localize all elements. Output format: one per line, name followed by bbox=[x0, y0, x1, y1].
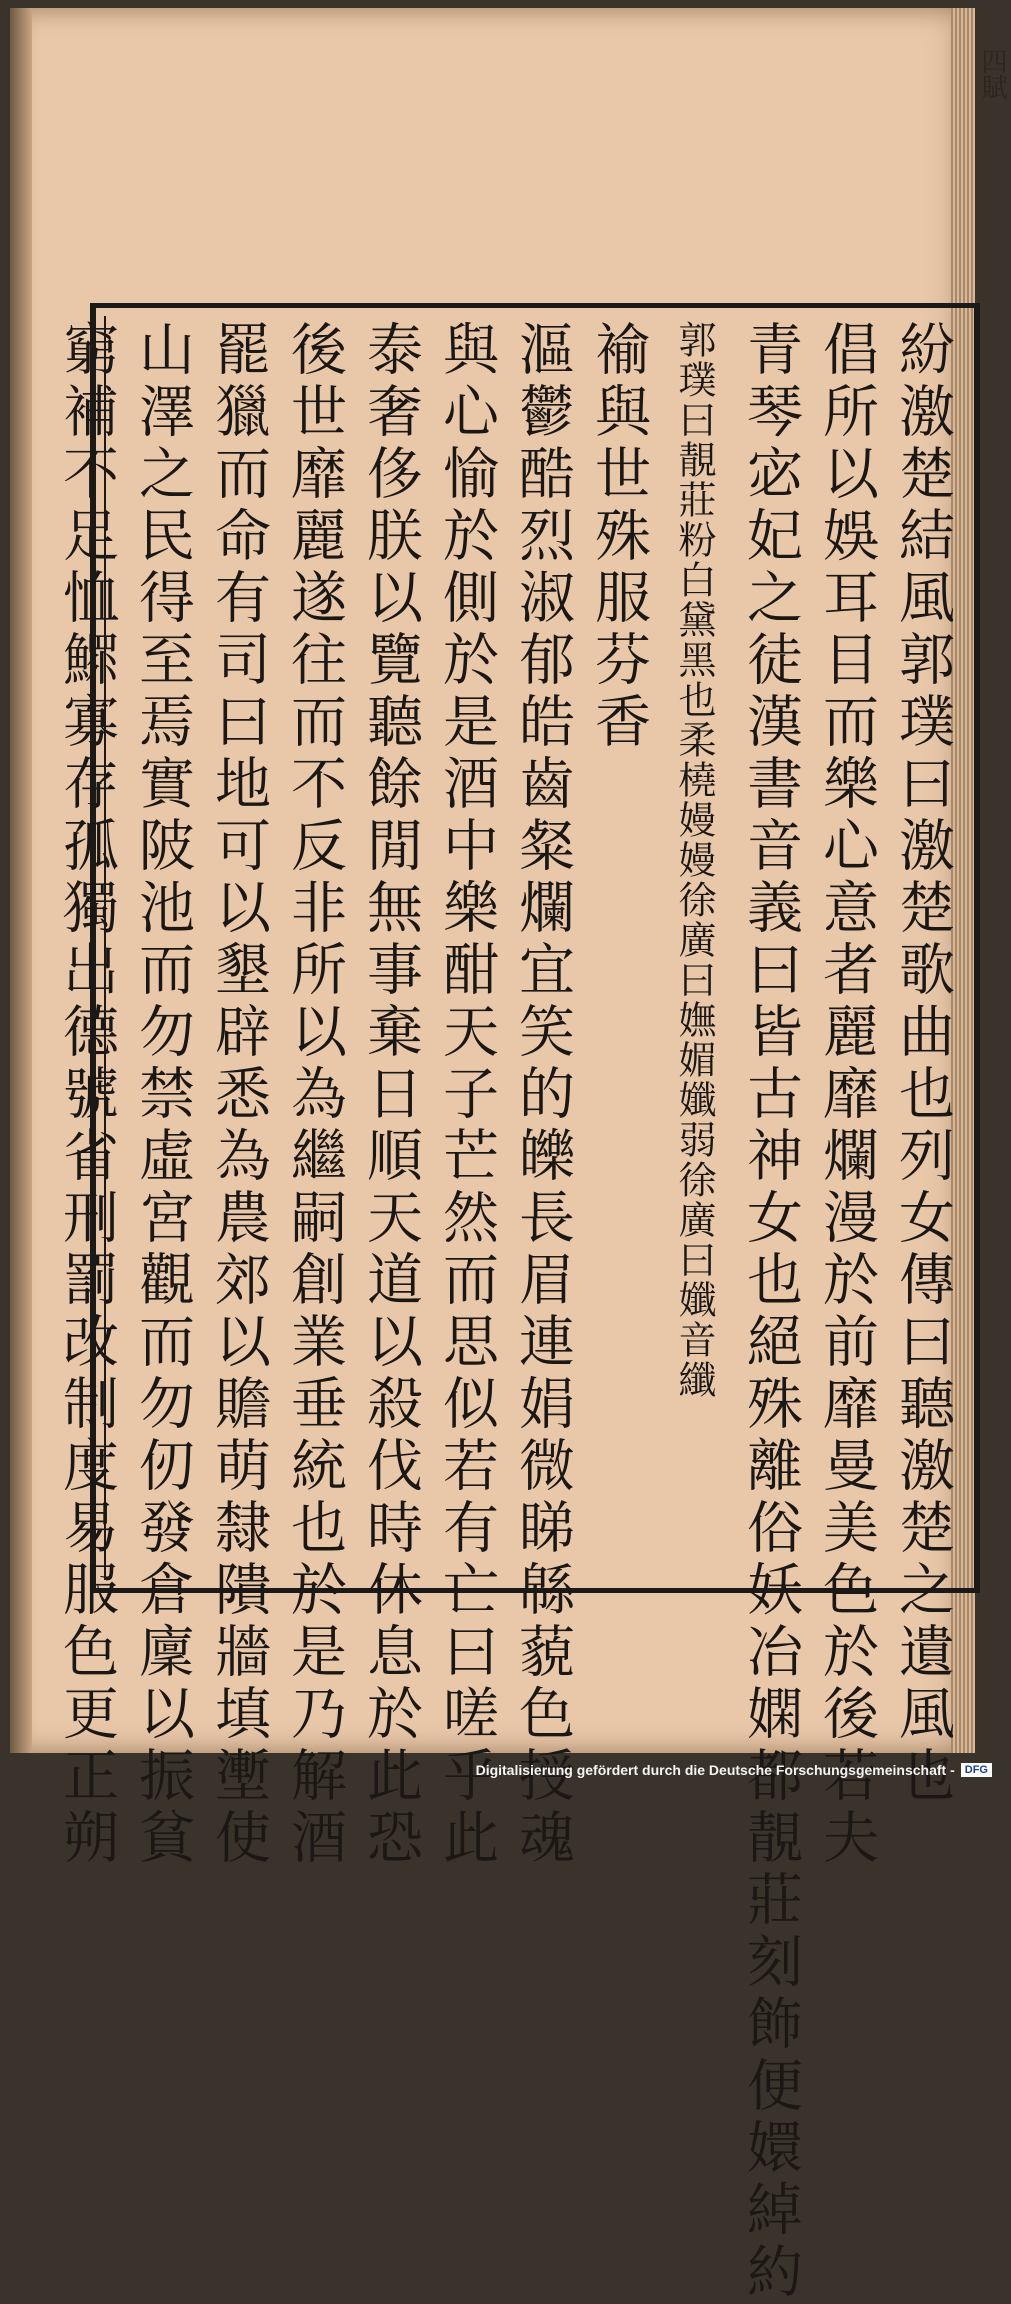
text-column: 後世靡麗遂往而不反非所以為繼嗣創業垂統也於是乃解酒 bbox=[282, 320, 347, 1870]
text-column: 漚鬱酷烈淑郁皓齒粲爛宜笑的皪長眉連娟微睇緜藐色授魂 bbox=[510, 320, 575, 1870]
text-column: 褕與世殊服芬香 bbox=[586, 320, 651, 754]
text-column: 紛激楚結風郭璞曰激楚歌曲也列女傳曰聽激楚之遺風也 bbox=[890, 320, 955, 1808]
text-column: 窮補不足恤鰥寡存孤獨出德號省刑罰改制度易服色更正朔 bbox=[54, 320, 119, 1870]
text-column: 倡所以娛耳目而樂心意者麗靡爛漫於前靡曼美色於後若夫 bbox=[814, 320, 879, 1870]
text-column: 與心愉於側於是酒中樂酣天子芒然而思似若有亡曰嗟乎此 bbox=[434, 320, 499, 1870]
page-spine bbox=[10, 8, 32, 1753]
text-column: 山澤之民得至焉實陂池而勿禁虛宮觀而勿仞發倉廩以振貧 bbox=[130, 320, 195, 1870]
text-column: 泰奢侈朕以覽聽餘閒無事棄日順天道以殺伐時休息於此恐 bbox=[358, 320, 423, 1870]
dfg-logo: DFG bbox=[961, 1763, 992, 1777]
text-column: 郭璞曰靚莊粉白黛黑也柔橈嫚嫚徐廣曰嫵媚孅弱徐廣曰孅音纖 bbox=[672, 320, 716, 1400]
margin-note: 四賦 bbox=[977, 48, 1007, 100]
footer-credit: Digitalisierung gefördert durch die Deutsche Forschungsgemeinschaft - bbox=[475, 1762, 955, 1778]
text-column: 青琴宓妃之徒漢書音義曰皆古神女也絕殊離俗妖冶嫻都靚莊刻飾便嬛綽約 bbox=[738, 320, 803, 2304]
text-column: 罷獵而命有司曰地可以墾辟悉為農郊以贍萌隸隤牆填壍使 bbox=[206, 320, 271, 1870]
digitization-footer bbox=[476, 1759, 992, 1781]
